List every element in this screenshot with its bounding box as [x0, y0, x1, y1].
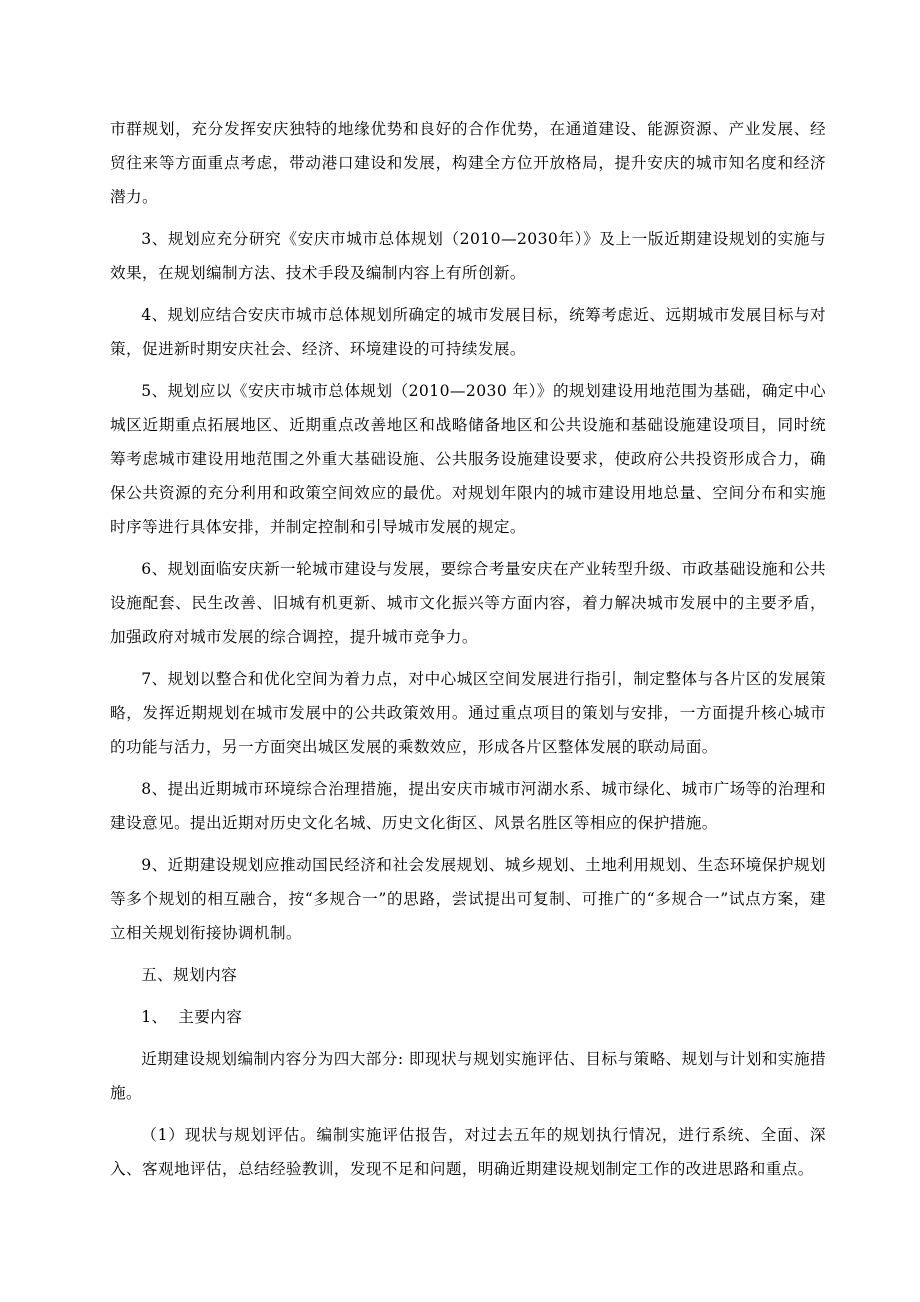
paragraph-item-8: 8、提出近期城市环境综合治理措施，提出安庆市城市河湖水系、城市绿化、城市广场等的治理和建设意见。提出近期对历史文化名城、历史文化街区、风景名胜区等相应的保护措施。 [110, 780, 826, 832]
paragraph-continued: 市群规划，充分发挥安庆独特的地缘优势和良好的合作优势，在通道建设、能源资源、产业发展、经贸往来等方面重点考虑，带动港口建设和发展，构建全方位开放格局，提升安庆的城市知名度和经济潜力。 [110, 120, 826, 206]
paragraph-item-5: 5、规划应以《安庆市城市总体规划（2010—2030 年）》的规划建设用地范围为基础，确定中心城区近期重点拓展地区、近期重点改善地区和战略储备地区和公共设施和基础设施建设项目，同时统筹考虑城市建设用地范围之外重大基础设施、公共服务设施建设要求，使政府公共投资形成合力，确保公共资源的充分利用和政策空间效应的最优。对规划年限内的城市建设用地总量、空间分布和实施时序等进行具体安排，并制定控制和引导城市发展的规定。 [110, 382, 826, 536]
paragraph-item-6: 6、规划面临安庆新一轮城市建设与发展，要综合考量安庆在产业转型升级、市政基础设施和公共设施配套、民生改善、旧城有机更新、城市文化振兴等方面内容，着力解决城市发展中的主要矛盾，加强政府对城市发展的综合调控，提升城市竞争力。 [110, 560, 826, 646]
paragraph-item-9: 9、近期建设规划应推动国民经济和社会发展规划、城乡规划、土地利用规划、生态环境保护规划等多个规划的相互融合，按“多规合一”的思路，尝试提出可复制、可推广的“多规合一”试点方案，建立相关规划衔接协调机制。 [110, 856, 826, 942]
paragraph-item-4: 4、规划应结合安庆市城市总体规划所确定的城市发展目标，统筹考虑近、远期城市发展目标与对策，促进新时期安庆社会、经济、环境建设的可持续发展。 [110, 306, 826, 358]
document-page [110, 112, 826, 1186]
section-heading-5: 五、规划内容 [141, 966, 238, 984]
paragraph-item-3: 3、规划应充分研究《安庆市城市总体规划（2010—2030年）》及上一版近期建设规划的实施与效果，在规划编制方法、技术手段及编制内容上有所创新。 [110, 230, 826, 282]
subsection-heading-main-content: 1、 主要内容 [141, 1008, 243, 1026]
paragraph-item-7: 7、规划以整合和优化空间为着力点，对中心城区空间发展进行指引，制定整体与各片区的发展策略，发挥近期规划在城市发展中的公共政策效用。通过重点项目的策划与安排，一方面提升核心城市的功能与活力，另一方面突出城区发展的乘数效应，形成各片区整体发展的联动局面。 [110, 670, 826, 756]
paragraph-overview: 近期建设规划编制内容分为四大部分: 即现状与规划实施评估、目标与策略、规划与计划和实施措施。 [110, 1050, 826, 1102]
paragraph-part-1: （1）现状与规划评估。编制实施评估报告，对过去五年的规划执行情况，进行系统、全面、深入、客观地评估，总结经验教训，发现不足和问题，明确近期建设规划制定工作的改进思路和重点。 [110, 1126, 826, 1178]
